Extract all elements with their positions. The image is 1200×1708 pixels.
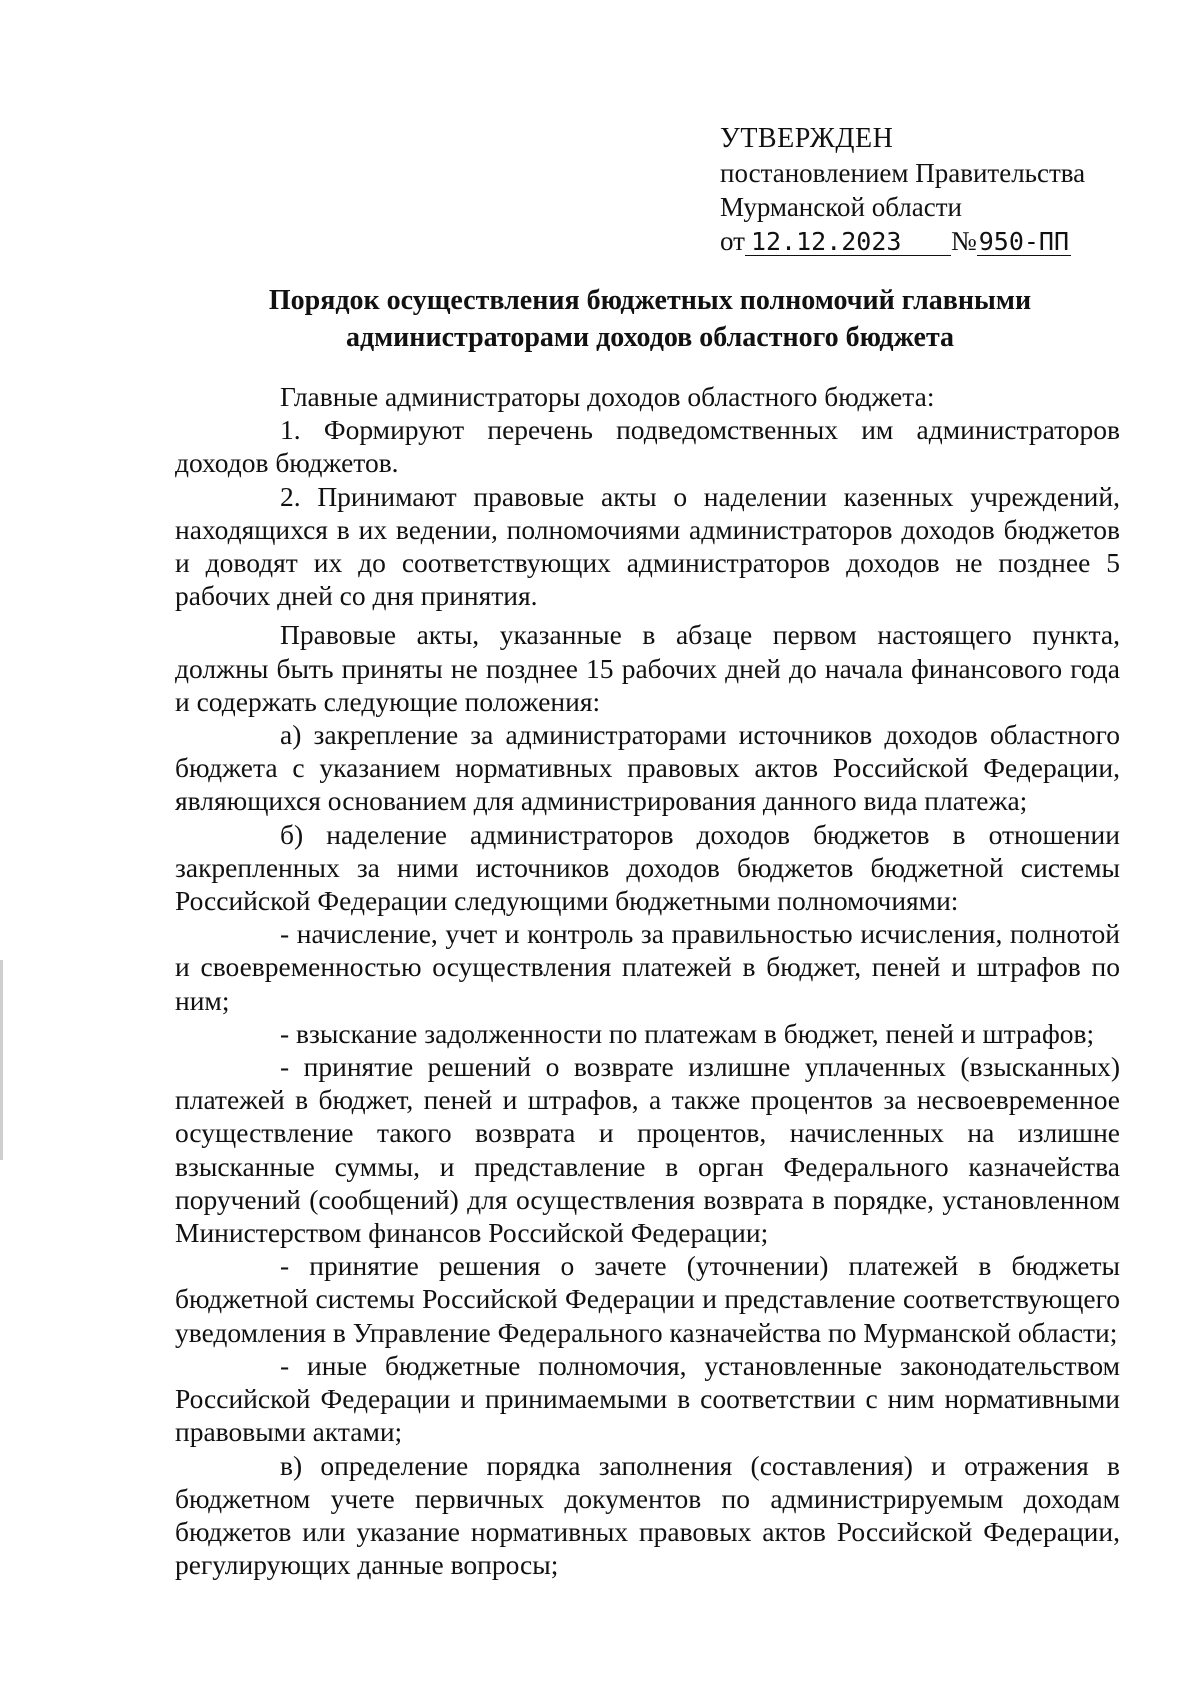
paragraph-dash-5: - иные бюджетные полномочия, установленные законодательством Российской Федерации и принимаемыми в соответствии с ним нормативными правовыми актами; [175,1349,1120,1448]
paragraph-intro: Главные администраторы доходов областного бюджета: [280,381,935,412]
paragraph-sub-a: а) закрепление за администраторами источников доходов областного бюджета с указанием нормативных правовых актов Российской Федерации, являющихся основанием для администрирования данного вида платежа; [175,719,1120,817]
scan-edge-mark [0,960,3,1160]
title-line-1: Порядок осуществления бюджетных полномочий главными [268,285,1032,316]
paragraph-sub-b: б) наделение администраторов доходов бюджетов в отношении закрепленных за ними источников доходов бюджетов бюджетной системы Российской Федерации следующими бюджетными полномочиями: [175,818,1120,917]
paragraph-sub-v: в) определение порядка заполнения (составления) и отражения в бюджетном учете первичных документов по администрируемым доходам бюджетов или указание нормативных правовых актов Российской Федерации, регулирующих данные вопросы; [175,1449,1120,1581]
paragraph-item-2: 2. Принимают правовые акты о наделении казенных учреждений, находящихся в их ведении, полномочиями администраторов доходов бюджетов и доводят их до соответствующих администраторов доходов не позднее 5 рабочих дней со дня принятия. [175,480,1120,612]
date-prefix: от [720,226,745,256]
document-body [175,380,1120,1581]
document-title [170,282,1130,356]
approval-number: 950-ПП [978,227,1070,256]
paragraph-item-1: 1. Формируют перечень подведомственных им администраторов доходов бюджетов. [175,414,1120,479]
approval-status: УТВЕРЖДЕН [720,123,894,154]
approval-line-2: Мурманской области [720,192,962,222]
approval-line-1: постановлением Правительства [720,158,1086,188]
paragraph-dash-4: - принятие решения о зачете (уточнении) платежей в бюджеты бюджетной системы Российской Федерации и представление соответствующего уведомления в Управление Федерального казначейства по Мурманской области; [175,1250,1120,1348]
title-line-2: администраторами доходов областного бюджета [345,322,955,353]
number-prefix: № [950,226,977,256]
paragraph-dash-3: - принятие решений о возврате излишне уплаченных (взысканных) платежей в бюджет, пеней и штрафов, а также процентов за несвоевременное осуществление такого возврата и процентов, начисленных на излишне взысканные суммы, и представление в орган Федерального казначейства поручений (сообщений) для осуществления возврата в порядке, установленном Министерством финансов Российской Федерации; [175,1051,1120,1249]
paragraph-dash-2: - взыскание задолженности по платежам в бюджет, пеней и штрафов; [280,1017,1095,1049]
approval-date: 12.12.2023 [745,229,951,256]
paragraph-dash-1: - начисление, учет и контроль за правильностью исчисления, полнотой и своевременностью осуществления платежей в бюджет, пеней и штрафов по ним; [175,918,1120,1016]
approval-block [720,122,1085,258]
paragraph-legal-acts: Правовые акты, указанные в абзаце первом настоящего пункта, должны быть приняты не позднее 15 рабочих дней до начала финансового года и содержать следующие положения: [175,619,1120,717]
approval-date-line [720,224,1085,258]
